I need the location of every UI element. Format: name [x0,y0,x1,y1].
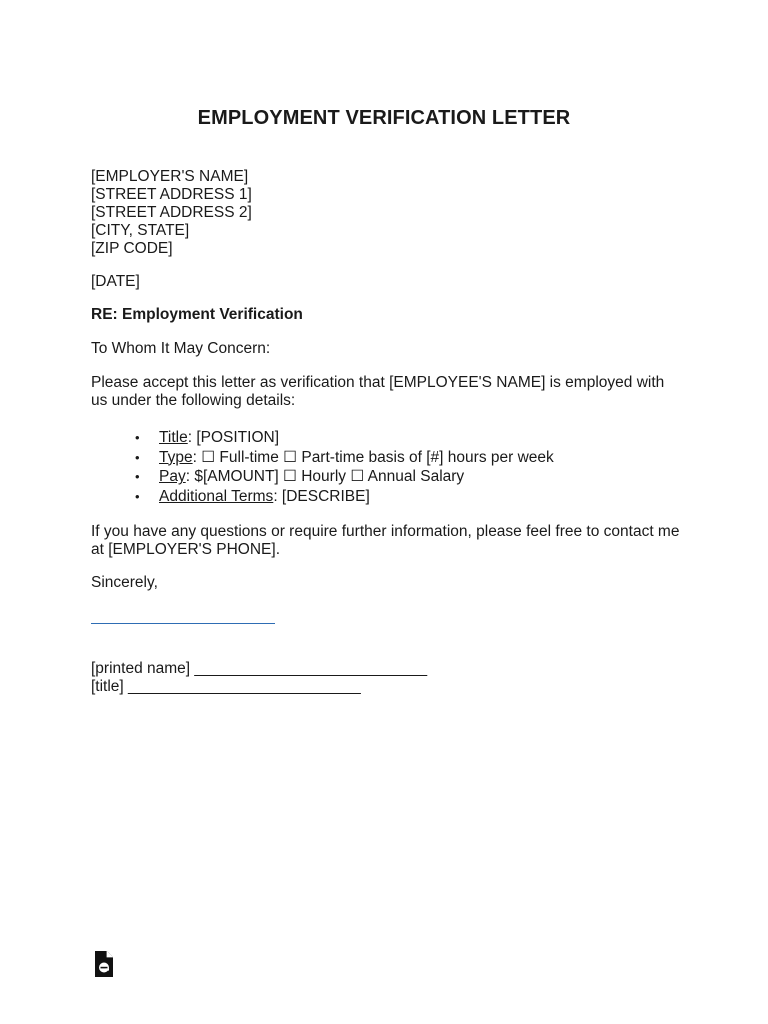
bullet-icon: • [135,489,140,505]
detail-label-type: Type [159,448,193,466]
employment-details-list [91,428,554,507]
detail-value-additional-terms: : [DESCRIBE] [273,488,370,506]
letter-date: [DATE] [91,273,140,290]
detail-value-pay: : $[AMOUNT] ☐ Hourly ☐ Annual Salary [185,468,465,486]
address-line-zip: [ZIP CODE] [91,240,173,257]
detail-value-title: : [POSITION] [187,429,280,446]
address-line-city-state: [CITY, STATE] [91,222,190,239]
detail-value-type: : ☐ Full-time ☐ Part-time basis of [#] hours per week [192,448,554,466]
detail-label-pay: Pay [159,468,186,486]
letter-title: EMPLOYMENT VERIFICATION LETTER [197,107,571,129]
title-field[interactable]: [title] ___________________________ [91,678,361,695]
document-e-logo-icon [94,950,114,978]
printed-name-field[interactable]: [printed name] ___________________________ [91,660,428,677]
list-item-title [91,428,554,448]
address-line-employer-name: [EMPLOYER'S NAME] [91,168,249,185]
sign-off: Sincerely, [91,574,158,591]
closing-paragraph: If you have any questions or require further information, please feel free to contact me at [EMPLOYER'S PHONE]. [91,523,680,558]
address-line-street-1: [STREET ADDRESS 1] [91,186,252,203]
salutation: To Whom It May Concern: [91,340,271,357]
bullet-icon: • [135,430,140,445]
list-item-pay [91,467,554,487]
list-item-additional-terms [91,487,554,507]
list-item-type [91,448,554,468]
intro-paragraph: Please accept this letter as verification that [EMPLOYEE'S NAME] is employed with us under the following details: [91,374,665,409]
detail-label-additional-terms: Additional Terms [159,488,274,506]
bullet-icon: • [135,469,140,485]
employer-address-block [91,168,681,258]
subject-line: RE: Employment Verification [91,306,303,323]
address-line-street-2: [STREET ADDRESS 2] [91,204,252,221]
detail-label-title: Title [159,429,188,446]
signature-line[interactable] [91,623,275,624]
bullet-icon: • [135,449,140,465]
